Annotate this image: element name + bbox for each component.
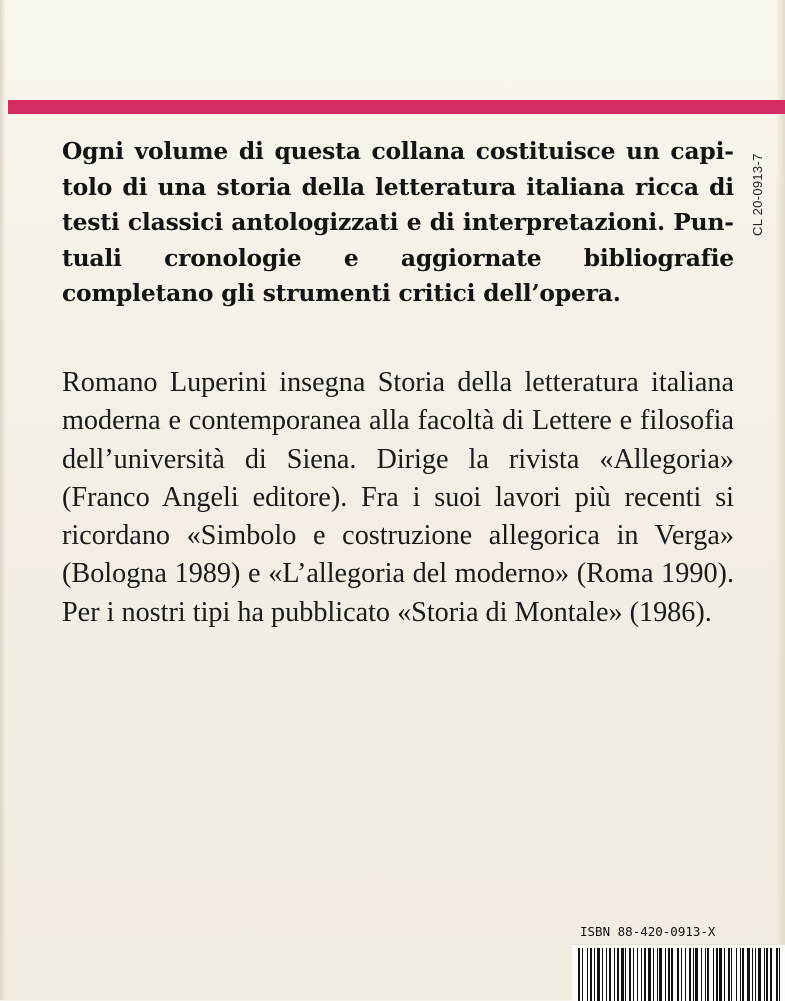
barcode-bar <box>590 948 592 1001</box>
barcode-bar <box>594 948 595 1001</box>
cover-right-edge <box>775 0 785 1000</box>
barcode-bar <box>758 948 761 1001</box>
cover-left-edge <box>0 0 6 1000</box>
barcode-bar <box>614 948 615 1001</box>
barcode-bar <box>582 948 583 1001</box>
barcode-bar <box>597 948 600 1001</box>
barcode-bar <box>766 948 768 1001</box>
barcode-bar <box>755 948 756 1001</box>
barcode-bar <box>689 948 691 1001</box>
barcode-bar <box>665 948 666 1001</box>
barcode-bar <box>641 948 642 1001</box>
barcode-bar <box>644 948 646 1001</box>
barcode-bar <box>602 948 603 1001</box>
barcode-bar <box>625 948 626 1001</box>
barcode-bar <box>716 948 718 1001</box>
barcode-bar <box>707 948 709 1001</box>
barcode-bar <box>606 948 607 1001</box>
barcode-bar <box>701 948 702 1001</box>
isbn-label: ISBN 88-420-0913-X <box>580 924 716 939</box>
barcode-bar <box>609 948 611 1001</box>
barcode-bar <box>695 948 698 1001</box>
barcode-bar <box>693 948 694 1001</box>
barcode-bar <box>752 948 753 1001</box>
barcode-bar <box>713 948 714 1001</box>
barcode-bar <box>685 948 686 1001</box>
barcode-bar <box>731 948 732 1001</box>
barcode-bar <box>742 948 744 1001</box>
barcode-bar <box>621 948 624 1001</box>
series-blurb: Ogni volume di questa collana costituisce un capitolo di una storia della letteratura italiana ricca di testi classici antologizzati e di interpretazioni. Puntuali cronologie e aggiornate bibliografie completano gli strumenti critici dell’opera. <box>62 137 734 307</box>
author-bio: Romano Luperini insegna Storia della letteratura italiana moderna e contemporanea alla facoltà di Lettere e filosofia dell’università di Siena. Dirige la rivista «Allegoria» (Franco Angeli editore). Fra i suoi lavori più recenti si ricordano «Simbolo e costruzione allegorica in Verga» (Bologna 1989) e «L’allegoria del moderno» (Roma 1990). Per i nostri tipi ha pubblicato «Storia di Montale» (1986). <box>62 367 734 628</box>
barcode-bar <box>728 948 730 1001</box>
barcode-bar <box>776 948 778 1001</box>
barcode-bar <box>770 948 772 1001</box>
barcode-bar <box>681 948 682 1001</box>
barcode-bar <box>736 948 737 1001</box>
barcode-bar <box>668 948 670 1001</box>
barcode-bar <box>719 948 722 1001</box>
barcode-bar <box>587 948 588 1001</box>
barcode <box>572 944 785 1001</box>
barcode-bar <box>617 948 619 1001</box>
barcode-bar <box>671 948 673 1001</box>
barcode-bar <box>633 948 634 1001</box>
accent-bar <box>8 100 785 114</box>
barcode-bar <box>653 948 654 1001</box>
barcode-bar <box>659 948 662 1001</box>
barcode-bar <box>724 948 725 1001</box>
barcode-icon <box>572 945 785 1001</box>
barcode-bar <box>637 948 638 1001</box>
catalog-code: CL 20-0913-7 <box>750 153 765 236</box>
barcode-bar <box>779 948 780 1001</box>
barcode-bar <box>764 948 765 1001</box>
barcode-bar <box>677 948 679 1001</box>
barcode-bar <box>657 948 658 1001</box>
barcode-bar <box>629 948 631 1001</box>
barcode-bar <box>747 948 750 1001</box>
barcode-bar <box>705 948 706 1001</box>
barcode-bar <box>740 948 741 1001</box>
barcode-bar <box>578 948 580 1001</box>
barcode-bar <box>648 948 651 1001</box>
